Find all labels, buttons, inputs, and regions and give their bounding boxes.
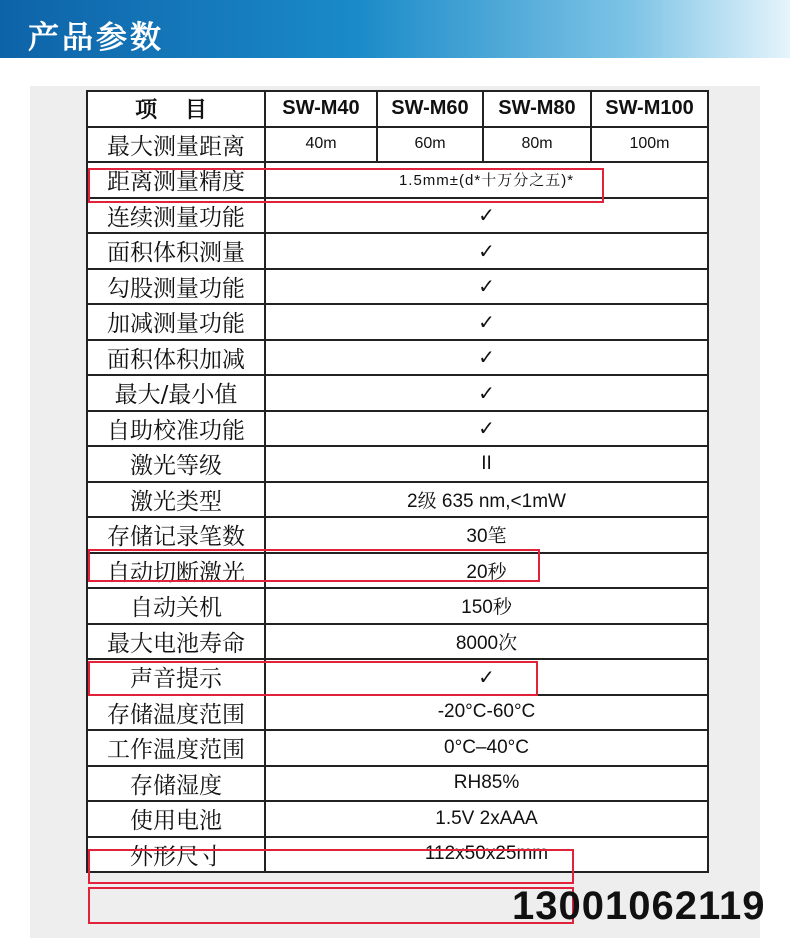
table-row: [87, 659, 708, 695]
header-model-m40: SW-M40: [265, 91, 377, 127]
table-row: [87, 127, 708, 163]
row-label: 存储温度范围: [87, 695, 265, 731]
row-value: RH85%: [265, 766, 708, 802]
row-value: II: [265, 446, 708, 482]
distance-m80: 80m: [483, 127, 591, 163]
table-row: [87, 446, 708, 482]
check-icon: ✓: [265, 198, 708, 234]
spec-table: [86, 90, 709, 873]
table-row: [87, 233, 708, 269]
distance-m100: 100m: [591, 127, 708, 163]
row-label: 自动关机: [87, 588, 265, 624]
row-label: 工作温度范围: [87, 730, 265, 766]
row-label: 自助校准功能: [87, 411, 265, 447]
row-label: 最大测量距离: [87, 127, 265, 163]
row-value: 20秒: [265, 553, 708, 589]
check-icon: ✓: [265, 659, 708, 695]
table-row: [87, 340, 708, 376]
row-value: 8000次: [265, 624, 708, 660]
row-value: 2级 635 nm,<1mW: [265, 482, 708, 518]
row-label: 面积体积加减: [87, 340, 265, 376]
check-icon: ✓: [265, 269, 708, 305]
table-row: [87, 304, 708, 340]
distance-m40: 40m: [265, 127, 377, 163]
row-label: 面积体积测量: [87, 233, 265, 269]
check-icon: ✓: [265, 304, 708, 340]
row-label: 勾股测量功能: [87, 269, 265, 305]
check-icon: ✓: [265, 375, 708, 411]
table-row: [87, 375, 708, 411]
check-icon: ✓: [265, 233, 708, 269]
table-row: [87, 198, 708, 234]
row-label: 使用电池: [87, 801, 265, 837]
table-row: [87, 624, 708, 660]
table-row: [87, 517, 708, 553]
row-label: 加减测量功能: [87, 304, 265, 340]
row-label: 最大/最小值: [87, 375, 265, 411]
row-value: 112x50x25mm: [265, 837, 708, 873]
table-row: [87, 588, 708, 624]
row-label: 自动切断激光: [87, 553, 265, 589]
row-value: -20°C-60°C: [265, 695, 708, 731]
table-row: [87, 766, 708, 802]
table-row: [87, 411, 708, 447]
phone-number-overlay: 13001062119: [512, 884, 766, 928]
row-value: 1.5mm±(d*十万分之五)*: [265, 162, 708, 198]
row-label: 激光类型: [87, 482, 265, 518]
row-label: 外形尺寸: [87, 837, 265, 873]
table-row: [87, 801, 708, 837]
table-row: [87, 553, 708, 589]
distance-m60: 60m: [377, 127, 483, 163]
page-title: 产品参数: [28, 20, 164, 56]
table-row: [87, 162, 708, 198]
row-label: 激光等级: [87, 446, 265, 482]
table-row: [87, 482, 708, 518]
row-value: 0°C–40°C: [265, 730, 708, 766]
table-row: [87, 730, 708, 766]
table-row: [87, 695, 708, 731]
row-label: 声音提示: [87, 659, 265, 695]
row-label: 最大电池寿命: [87, 624, 265, 660]
row-label: 存储记录笔数: [87, 517, 265, 553]
table-header-row: [87, 91, 708, 127]
check-icon: ✓: [265, 340, 708, 376]
row-label: 连续测量功能: [87, 198, 265, 234]
header-model-m100: SW-M100: [591, 91, 708, 127]
table-row: [87, 837, 708, 873]
row-label: 存储湿度: [87, 766, 265, 802]
header-model-m60: SW-M60: [377, 91, 483, 127]
header-item: 项 目: [87, 91, 265, 127]
row-value: 1.5V 2xAAA: [265, 801, 708, 837]
check-icon: ✓: [265, 411, 708, 447]
row-value: 150秒: [265, 588, 708, 624]
row-value: 30笔: [265, 517, 708, 553]
table-row: [87, 269, 708, 305]
header-model-m80: SW-M80: [483, 91, 591, 127]
header-banner: [0, 0, 790, 58]
row-label: 距离测量精度: [87, 162, 265, 198]
